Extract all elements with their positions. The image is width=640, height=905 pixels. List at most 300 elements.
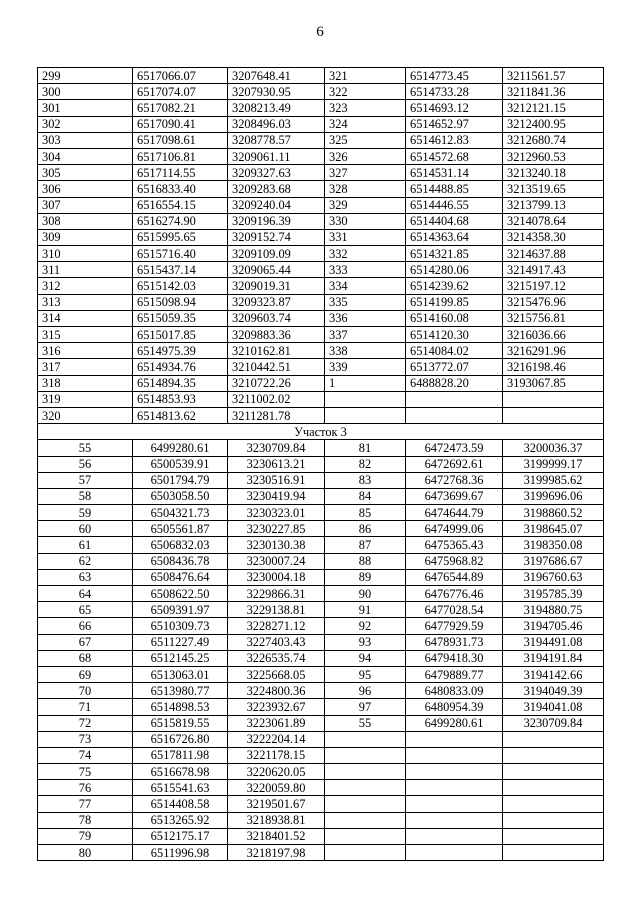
x-coordinate-cell: 6514572.68 bbox=[406, 148, 503, 164]
x-coordinate-cell: 6503058.50 bbox=[133, 488, 228, 504]
y-coordinate-cell: 3215756.81 bbox=[503, 310, 604, 326]
y-coordinate-cell: 3216036.66 bbox=[503, 327, 604, 343]
x-coordinate-cell: 6508436.78 bbox=[133, 553, 228, 569]
x-coordinate-cell: 6472692.61 bbox=[406, 456, 503, 472]
point-number-cell: 333 bbox=[325, 262, 406, 278]
y-coordinate-cell: 3214078.64 bbox=[503, 213, 604, 229]
coordinates-table bbox=[37, 67, 604, 861]
y-coordinate-cell: 3209327.63 bbox=[228, 165, 325, 181]
x-coordinate-cell: 6514446.55 bbox=[406, 197, 503, 213]
point-number-cell: 304 bbox=[38, 148, 133, 164]
table-row bbox=[38, 407, 604, 423]
x-coordinate-cell: 6472473.59 bbox=[406, 440, 503, 456]
y-coordinate-cell: 3212960.53 bbox=[503, 148, 604, 164]
y-coordinate-cell: 3197686.67 bbox=[503, 553, 604, 569]
y-coordinate-cell: 3214358.30 bbox=[503, 229, 604, 245]
x-coordinate-cell: 6488828.20 bbox=[406, 375, 503, 391]
x-coordinate-cell: 6475365.43 bbox=[406, 537, 503, 553]
x-coordinate-cell: 6516833.40 bbox=[133, 181, 228, 197]
table-row bbox=[38, 521, 604, 537]
y-coordinate-cell bbox=[503, 828, 604, 844]
y-coordinate-cell: 3220059.80 bbox=[228, 780, 325, 796]
y-coordinate-cell: 3195785.39 bbox=[503, 586, 604, 602]
table-row bbox=[38, 699, 604, 715]
coordinates-part-a bbox=[38, 68, 604, 424]
y-coordinate-cell: 3209109.09 bbox=[228, 246, 325, 262]
x-coordinate-cell: 6516678.98 bbox=[133, 764, 228, 780]
x-coordinate-cell bbox=[406, 796, 503, 812]
y-coordinate-cell: 3230709.84 bbox=[503, 715, 604, 731]
point-number-cell: 60 bbox=[38, 521, 133, 537]
point-number-cell: 64 bbox=[38, 586, 133, 602]
y-coordinate-cell: 3211841.36 bbox=[503, 84, 604, 100]
y-coordinate-cell: 3228271.12 bbox=[228, 618, 325, 634]
table-row bbox=[38, 553, 604, 569]
point-number-cell: 63 bbox=[38, 569, 133, 585]
x-coordinate-cell: 6513063.01 bbox=[133, 666, 228, 682]
y-coordinate-cell: 3230516.91 bbox=[228, 472, 325, 488]
x-coordinate-cell: 6515716.40 bbox=[133, 246, 228, 262]
point-number-cell: 302 bbox=[38, 116, 133, 132]
x-coordinate-cell: 6475968.82 bbox=[406, 553, 503, 569]
y-coordinate-cell: 3194049.39 bbox=[503, 683, 604, 699]
x-coordinate-cell: 6514773.45 bbox=[406, 68, 503, 84]
table-row bbox=[38, 586, 604, 602]
table-row bbox=[38, 246, 604, 262]
y-coordinate-cell: 3199696.06 bbox=[503, 488, 604, 504]
y-coordinate-cell: 3209065.44 bbox=[228, 262, 325, 278]
point-number-cell: 68 bbox=[38, 650, 133, 666]
x-coordinate-cell: 6478931.73 bbox=[406, 634, 503, 650]
x-coordinate-cell: 6508476.64 bbox=[133, 569, 228, 585]
table-row bbox=[38, 537, 604, 553]
point-number-cell: 85 bbox=[325, 505, 406, 521]
point-number-cell: 75 bbox=[38, 764, 133, 780]
point-number-cell: 322 bbox=[325, 84, 406, 100]
y-coordinate-cell: 3223061.89 bbox=[228, 715, 325, 731]
point-number-cell: 301 bbox=[38, 100, 133, 116]
point-number-cell: 69 bbox=[38, 666, 133, 682]
y-coordinate-cell: 3209283.68 bbox=[228, 181, 325, 197]
table-row bbox=[38, 278, 604, 294]
y-coordinate-cell: 3194041.08 bbox=[503, 699, 604, 715]
point-number-cell: 57 bbox=[38, 472, 133, 488]
point-number-cell bbox=[325, 747, 406, 763]
x-coordinate-cell: 6515541.63 bbox=[133, 780, 228, 796]
point-number-cell: 66 bbox=[38, 618, 133, 634]
x-coordinate-cell: 6504321.73 bbox=[133, 505, 228, 521]
point-number-cell: 88 bbox=[325, 553, 406, 569]
point-number-cell: 309 bbox=[38, 229, 133, 245]
y-coordinate-cell: 3194191.84 bbox=[503, 650, 604, 666]
y-coordinate-cell: 3207930.95 bbox=[228, 84, 325, 100]
table-row bbox=[38, 391, 604, 407]
table-row bbox=[38, 780, 604, 796]
table-row bbox=[38, 488, 604, 504]
y-coordinate-cell: 3230130.38 bbox=[228, 537, 325, 553]
x-coordinate-cell bbox=[406, 747, 503, 763]
y-coordinate-cell bbox=[503, 747, 604, 763]
x-coordinate-cell: 6514898.53 bbox=[133, 699, 228, 715]
y-coordinate-cell: 3210162.81 bbox=[228, 343, 325, 359]
x-coordinate-cell: 6511996.98 bbox=[133, 845, 228, 861]
x-coordinate-cell: 6505561.87 bbox=[133, 521, 228, 537]
x-coordinate-cell: 6516726.80 bbox=[133, 731, 228, 747]
x-coordinate-cell: 6480833.09 bbox=[406, 683, 503, 699]
y-coordinate-cell: 3218938.81 bbox=[228, 812, 325, 828]
x-coordinate-cell bbox=[406, 764, 503, 780]
y-coordinate-cell: 3200036.37 bbox=[503, 440, 604, 456]
y-coordinate-cell: 3224800.36 bbox=[228, 683, 325, 699]
point-number-cell: 334 bbox=[325, 278, 406, 294]
y-coordinate-cell: 3194705.46 bbox=[503, 618, 604, 634]
table-row bbox=[38, 715, 604, 731]
point-number-cell: 324 bbox=[325, 116, 406, 132]
point-number-cell: 71 bbox=[38, 699, 133, 715]
point-number-cell: 339 bbox=[325, 359, 406, 375]
y-coordinate-cell: 3230007.24 bbox=[228, 553, 325, 569]
y-coordinate-cell: 3193067.85 bbox=[503, 375, 604, 391]
table-row bbox=[38, 132, 604, 148]
table-row bbox=[38, 116, 604, 132]
x-coordinate-cell: 6480954.39 bbox=[406, 699, 503, 715]
table-row bbox=[38, 602, 604, 618]
point-number-cell: 321 bbox=[325, 68, 406, 84]
table-row bbox=[38, 796, 604, 812]
point-number-cell: 55 bbox=[38, 440, 133, 456]
y-coordinate-cell bbox=[503, 407, 604, 423]
point-number-cell: 318 bbox=[38, 375, 133, 391]
point-number-cell: 327 bbox=[325, 165, 406, 181]
table-row bbox=[38, 683, 604, 699]
y-coordinate-cell: 3212121.15 bbox=[503, 100, 604, 116]
y-coordinate-cell: 3230709.84 bbox=[228, 440, 325, 456]
table-row bbox=[38, 213, 604, 229]
y-coordinate-cell: 3211561.57 bbox=[503, 68, 604, 84]
point-number-cell: 87 bbox=[325, 537, 406, 553]
x-coordinate-cell: 6514488.85 bbox=[406, 181, 503, 197]
table-row bbox=[38, 731, 604, 747]
table-row bbox=[38, 812, 604, 828]
table-row bbox=[38, 359, 604, 375]
x-coordinate-cell: 6513772.07 bbox=[406, 359, 503, 375]
y-coordinate-cell: 3194491.08 bbox=[503, 634, 604, 650]
point-number-cell: 331 bbox=[325, 229, 406, 245]
x-coordinate-cell: 6472768.36 bbox=[406, 472, 503, 488]
point-number-cell: 91 bbox=[325, 602, 406, 618]
point-number-cell: 97 bbox=[325, 699, 406, 715]
point-number-cell: 299 bbox=[38, 68, 133, 84]
x-coordinate-cell: 6517106.81 bbox=[133, 148, 228, 164]
table-row bbox=[38, 294, 604, 310]
table-row bbox=[38, 845, 604, 861]
point-number-cell: 317 bbox=[38, 359, 133, 375]
x-coordinate-cell: 6514612.83 bbox=[406, 132, 503, 148]
point-number-cell bbox=[325, 845, 406, 861]
point-number-cell: 300 bbox=[38, 84, 133, 100]
point-number-cell: 336 bbox=[325, 310, 406, 326]
table-row bbox=[38, 68, 604, 84]
point-number-cell: 325 bbox=[325, 132, 406, 148]
point-number-cell: 90 bbox=[325, 586, 406, 602]
y-coordinate-cell: 3198860.52 bbox=[503, 505, 604, 521]
point-number-cell: 1 bbox=[325, 375, 406, 391]
point-number-cell: 311 bbox=[38, 262, 133, 278]
y-coordinate-cell bbox=[503, 391, 604, 407]
x-coordinate-cell: 6514652.97 bbox=[406, 116, 503, 132]
y-coordinate-cell: 3212400.95 bbox=[503, 116, 604, 132]
x-coordinate-cell: 6517811.98 bbox=[133, 747, 228, 763]
x-coordinate-cell: 6515098.94 bbox=[133, 294, 228, 310]
y-coordinate-cell: 3196760.63 bbox=[503, 569, 604, 585]
y-coordinate-cell: 3215197.12 bbox=[503, 278, 604, 294]
y-coordinate-cell: 3214917.43 bbox=[503, 262, 604, 278]
table-row bbox=[38, 440, 604, 456]
y-coordinate-cell: 3213519.65 bbox=[503, 181, 604, 197]
point-number-cell: 65 bbox=[38, 602, 133, 618]
point-number-cell: 56 bbox=[38, 456, 133, 472]
point-number-cell: 329 bbox=[325, 197, 406, 213]
y-coordinate-cell: 3199985.62 bbox=[503, 472, 604, 488]
section-title: Участок 3 bbox=[38, 424, 604, 440]
x-coordinate-cell: 6510309.73 bbox=[133, 618, 228, 634]
point-number-cell: 83 bbox=[325, 472, 406, 488]
y-coordinate-cell: 3209240.04 bbox=[228, 197, 325, 213]
x-coordinate-cell: 6514733.28 bbox=[406, 84, 503, 100]
x-coordinate-cell: 6514408.58 bbox=[133, 796, 228, 812]
y-coordinate-cell bbox=[503, 845, 604, 861]
x-coordinate-cell: 6499280.61 bbox=[406, 715, 503, 731]
point-number-cell: 303 bbox=[38, 132, 133, 148]
x-coordinate-cell: 6517098.61 bbox=[133, 132, 228, 148]
y-coordinate-cell: 3223932.67 bbox=[228, 699, 325, 715]
point-number-cell bbox=[325, 828, 406, 844]
y-coordinate-cell: 3207648.41 bbox=[228, 68, 325, 84]
x-coordinate-cell: 6514280.06 bbox=[406, 262, 503, 278]
y-coordinate-cell: 3208213.49 bbox=[228, 100, 325, 116]
x-coordinate-cell: 6508622.50 bbox=[133, 586, 228, 602]
point-number-cell: 77 bbox=[38, 796, 133, 812]
y-coordinate-cell: 3211002.02 bbox=[228, 391, 325, 407]
x-coordinate-cell: 6517074.07 bbox=[133, 84, 228, 100]
x-coordinate-cell bbox=[406, 391, 503, 407]
x-coordinate-cell: 6514531.14 bbox=[406, 165, 503, 181]
point-number-cell: 307 bbox=[38, 197, 133, 213]
y-coordinate-cell bbox=[503, 812, 604, 828]
point-number-cell: 319 bbox=[38, 391, 133, 407]
x-coordinate-cell: 6514853.93 bbox=[133, 391, 228, 407]
table-row bbox=[38, 569, 604, 585]
y-coordinate-cell: 3226535.74 bbox=[228, 650, 325, 666]
y-coordinate-cell: 3230227.85 bbox=[228, 521, 325, 537]
x-coordinate-cell: 6517082.21 bbox=[133, 100, 228, 116]
y-coordinate-cell: 3230004.18 bbox=[228, 569, 325, 585]
x-coordinate-cell: 6514160.08 bbox=[406, 310, 503, 326]
y-coordinate-cell: 3198645.07 bbox=[503, 521, 604, 537]
point-number-cell: 73 bbox=[38, 731, 133, 747]
point-number-cell: 84 bbox=[325, 488, 406, 504]
point-number-cell: 67 bbox=[38, 634, 133, 650]
x-coordinate-cell: 6513980.77 bbox=[133, 683, 228, 699]
table-row bbox=[38, 456, 604, 472]
point-number-cell bbox=[325, 731, 406, 747]
x-coordinate-cell: 6514693.12 bbox=[406, 100, 503, 116]
x-coordinate-cell: 6514894.35 bbox=[133, 375, 228, 391]
x-coordinate-cell: 6512145.25 bbox=[133, 650, 228, 666]
y-coordinate-cell: 3222204.14 bbox=[228, 731, 325, 747]
point-number-cell: 55 bbox=[325, 715, 406, 731]
y-coordinate-cell: 3218401.52 bbox=[228, 828, 325, 844]
table-row bbox=[38, 828, 604, 844]
y-coordinate-cell: 3215476.96 bbox=[503, 294, 604, 310]
x-coordinate-cell: 6515017.85 bbox=[133, 327, 228, 343]
y-coordinate-cell: 3220620.05 bbox=[228, 764, 325, 780]
table-row bbox=[38, 165, 604, 181]
x-coordinate-cell: 6479889.77 bbox=[406, 666, 503, 682]
table-row bbox=[38, 327, 604, 343]
table-row bbox=[38, 100, 604, 116]
y-coordinate-cell: 3209603.74 bbox=[228, 310, 325, 326]
y-coordinate-cell: 3218197.98 bbox=[228, 845, 325, 861]
x-coordinate-cell: 6516554.15 bbox=[133, 197, 228, 213]
point-number-cell: 93 bbox=[325, 634, 406, 650]
x-coordinate-cell: 6477929.59 bbox=[406, 618, 503, 634]
x-coordinate-cell: 6513265.92 bbox=[133, 812, 228, 828]
point-number-cell: 86 bbox=[325, 521, 406, 537]
x-coordinate-cell: 6514321.85 bbox=[406, 246, 503, 262]
x-coordinate-cell: 6514239.62 bbox=[406, 278, 503, 294]
x-coordinate-cell: 6514813.62 bbox=[133, 407, 228, 423]
x-coordinate-cell: 6509391.97 bbox=[133, 602, 228, 618]
x-coordinate-cell: 6512175.17 bbox=[133, 828, 228, 844]
point-number-cell: 94 bbox=[325, 650, 406, 666]
x-coordinate-cell: 6514975.39 bbox=[133, 343, 228, 359]
y-coordinate-cell: 3230613.21 bbox=[228, 456, 325, 472]
point-number-cell: 313 bbox=[38, 294, 133, 310]
y-coordinate-cell: 3211281.78 bbox=[228, 407, 325, 423]
point-number-cell: 312 bbox=[38, 278, 133, 294]
x-coordinate-cell: 6514199.85 bbox=[406, 294, 503, 310]
table-row bbox=[38, 343, 604, 359]
y-coordinate-cell: 3219501.67 bbox=[228, 796, 325, 812]
y-coordinate-cell: 3209196.39 bbox=[228, 213, 325, 229]
point-number-cell: 330 bbox=[325, 213, 406, 229]
x-coordinate-cell bbox=[406, 731, 503, 747]
table-row bbox=[38, 505, 604, 521]
point-number-cell bbox=[325, 764, 406, 780]
x-coordinate-cell: 6517066.07 bbox=[133, 68, 228, 84]
point-number-cell: 95 bbox=[325, 666, 406, 682]
point-number-cell: 74 bbox=[38, 747, 133, 763]
y-coordinate-cell bbox=[503, 764, 604, 780]
point-number-cell: 306 bbox=[38, 181, 133, 197]
x-coordinate-cell: 6515059.35 bbox=[133, 310, 228, 326]
table-row bbox=[38, 375, 604, 391]
point-number-cell: 81 bbox=[325, 440, 406, 456]
y-coordinate-cell: 3194142.66 bbox=[503, 666, 604, 682]
point-number-cell: 305 bbox=[38, 165, 133, 181]
point-number-cell: 78 bbox=[38, 812, 133, 828]
x-coordinate-cell: 6514120.30 bbox=[406, 327, 503, 343]
point-number-cell: 338 bbox=[325, 343, 406, 359]
y-coordinate-cell: 3209323.87 bbox=[228, 294, 325, 310]
x-coordinate-cell: 6474644.79 bbox=[406, 505, 503, 521]
x-coordinate-cell: 6476544.89 bbox=[406, 569, 503, 585]
y-coordinate-cell: 3213240.18 bbox=[503, 165, 604, 181]
point-number-cell: 59 bbox=[38, 505, 133, 521]
x-coordinate-cell: 6506832.03 bbox=[133, 537, 228, 553]
point-number-cell bbox=[325, 391, 406, 407]
table-row bbox=[38, 148, 604, 164]
x-coordinate-cell: 6476776.46 bbox=[406, 586, 503, 602]
y-coordinate-cell: 3230323.01 bbox=[228, 505, 325, 521]
point-number-cell: 314 bbox=[38, 310, 133, 326]
y-coordinate-cell: 3216291.96 bbox=[503, 343, 604, 359]
section-header bbox=[38, 424, 604, 440]
point-number-cell: 310 bbox=[38, 246, 133, 262]
x-coordinate-cell: 6517090.41 bbox=[133, 116, 228, 132]
y-coordinate-cell: 3213799.13 bbox=[503, 197, 604, 213]
point-number-cell: 335 bbox=[325, 294, 406, 310]
point-number-cell: 89 bbox=[325, 569, 406, 585]
x-coordinate-cell: 6479418.30 bbox=[406, 650, 503, 666]
y-coordinate-cell: 3210442.51 bbox=[228, 359, 325, 375]
table-row bbox=[38, 84, 604, 100]
x-coordinate-cell: 6514363.64 bbox=[406, 229, 503, 245]
point-number-cell bbox=[325, 780, 406, 796]
table-row bbox=[38, 310, 604, 326]
y-coordinate-cell: 3230419.94 bbox=[228, 488, 325, 504]
y-coordinate-cell bbox=[503, 780, 604, 796]
point-number-cell: 332 bbox=[325, 246, 406, 262]
y-coordinate-cell: 3229138.81 bbox=[228, 602, 325, 618]
point-number-cell: 70 bbox=[38, 683, 133, 699]
y-coordinate-cell bbox=[503, 796, 604, 812]
point-number-cell: 316 bbox=[38, 343, 133, 359]
y-coordinate-cell: 3194880.75 bbox=[503, 602, 604, 618]
x-coordinate-cell: 6515819.55 bbox=[133, 715, 228, 731]
y-coordinate-cell bbox=[503, 731, 604, 747]
y-coordinate-cell: 3198350.08 bbox=[503, 537, 604, 553]
x-coordinate-cell: 6514404.68 bbox=[406, 213, 503, 229]
table-row bbox=[38, 262, 604, 278]
y-coordinate-cell: 3221178.15 bbox=[228, 747, 325, 763]
point-number-cell: 80 bbox=[38, 845, 133, 861]
x-coordinate-cell bbox=[406, 828, 503, 844]
y-coordinate-cell: 3212680.74 bbox=[503, 132, 604, 148]
table-row bbox=[38, 472, 604, 488]
table-row bbox=[38, 764, 604, 780]
y-coordinate-cell: 3208778.57 bbox=[228, 132, 325, 148]
x-coordinate-cell: 6517114.55 bbox=[133, 165, 228, 181]
y-coordinate-cell: 3208496.03 bbox=[228, 116, 325, 132]
point-number-cell: 79 bbox=[38, 828, 133, 844]
point-number-cell: 76 bbox=[38, 780, 133, 796]
point-number-cell: 58 bbox=[38, 488, 133, 504]
point-number-cell bbox=[325, 407, 406, 423]
y-coordinate-cell: 3216198.46 bbox=[503, 359, 604, 375]
x-coordinate-cell: 6514084.02 bbox=[406, 343, 503, 359]
y-coordinate-cell: 3209019.31 bbox=[228, 278, 325, 294]
y-coordinate-cell: 3209152.74 bbox=[228, 229, 325, 245]
point-number-cell: 96 bbox=[325, 683, 406, 699]
point-number-cell: 72 bbox=[38, 715, 133, 731]
table-row bbox=[38, 618, 604, 634]
point-number-cell: 326 bbox=[325, 148, 406, 164]
point-number-cell: 308 bbox=[38, 213, 133, 229]
x-coordinate-cell: 6501794.79 bbox=[133, 472, 228, 488]
y-coordinate-cell: 3225668.05 bbox=[228, 666, 325, 682]
